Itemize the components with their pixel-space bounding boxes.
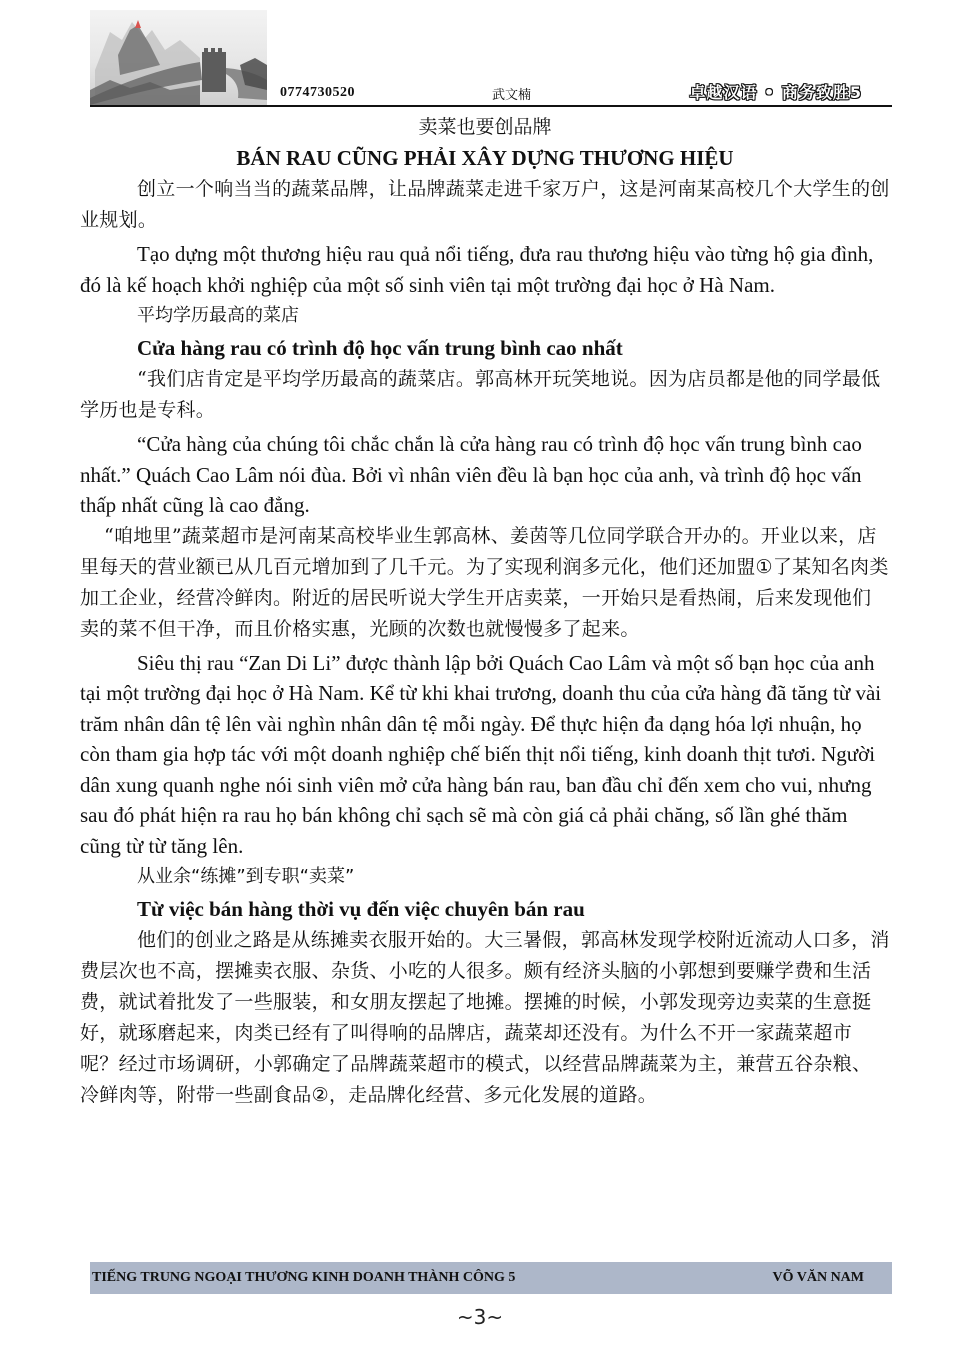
section1-paragraph1-cn: “我们店肯定是平均学历最高的蔬菜店。郭高林开玩笑地说。因为店员都是他的同学最低学历也是专科。 (80, 368, 881, 421)
section1-paragraph2-cn-part-b: 了某知名肉类加工企业，经营冷鲜肉。附近的居民听说大学生开店卖菜，一开始只是看热闹，后来发现他们卖的菜不但干净，而且价格实惠，光顾的次数也就慢慢多了起来。 (80, 555, 889, 640)
footer-book-title: TIẾNG TRUNG NGOẠI THƯƠNG KINH DOANH THÀNH CÔNG 5 (92, 1270, 516, 1285)
section1-paragraph1-vi: “Cửa hàng của chúng tôi chắc chắn là cửa hàng rau có trình độ học vấn trung bình cao nhất.” Quách Cao Lâm nói đùa. Bởi vì nhân viên đều là bạn học của anh, và trình độ học vấn thấp nhất cũng là cao đẳng. (80, 432, 862, 517)
section2-heading-vi: Từ việc bán hàng thời vụ đến việc chuyên bán rau (137, 897, 585, 921)
header-author-name: 武文楠 (492, 88, 532, 103)
page-number: ~3~ (456, 1305, 504, 1329)
header-phone-number: 0774730520 (280, 85, 355, 100)
section2-heading-cn: 从业余“练摊”到专职“卖菜” (137, 866, 355, 887)
section1-heading-vi: Cửa hàng rau có trình độ học vấn trung bình cao nhất (137, 336, 623, 360)
great-wall-header-image (90, 10, 267, 105)
section1-heading-cn: 平均学历最高的菜店 (137, 305, 299, 326)
footnote-marker-2: ② (311, 1084, 329, 1106)
article-title-cn: 卖菜也要创品牌 (418, 116, 552, 138)
article-body (80, 112, 890, 1111)
section2-paragraph1-cn (80, 925, 890, 1111)
footer-author: VÕ VĂN NAM (772, 1270, 864, 1285)
section2-paragraph1-cn-part-b: ，走品牌化经营、多元化发展的道路。 (328, 1084, 658, 1106)
page-header (90, 10, 892, 105)
section1-paragraph2-cn-part-a: “咱地里”蔬菜超市是河南某高校毕业生郭高林、姜茵等几位同学联合开办的。开业以来，店里每天的营业额已从几百元增加到了几千元。为了实现利润多元化，他们还加盟 (80, 524, 877, 578)
footnote-marker-1: ① (755, 555, 773, 578)
intro-paragraph-vi: Tạo dựng một thương hiệu rau quả nổi tiếng, đưa rau thương hiệu vào từng hộ gia đình, đó là kế hoạch khởi nghiệp của một số sinh viên tại một trường đại học ở Hà Nam. (80, 242, 874, 297)
header-book-title: 卓越汉语 • 商务致胜5 (689, 83, 862, 102)
great-wall-illustration-icon (90, 10, 267, 105)
section2-paragraph1-cn-part-a: 他们的创业之路是从练摊卖衣服开始的。大三暑假，郭高林发现学校附近流动人口多，消费层次也不高，摆摊卖衣服、杂货、小吃的人很多。颇有经济头脑的小郭想到要赚学费和生活费，就试着批发了一些服装，和女朋友摆起了地摊。摆摊的时候，小郭发现旁边卖菜的生意挺好，就琢磨起来，肉类已经有了叫得响的品牌店，蔬菜却还没有。为什么不开一家蔬菜超市呢？经过市场调研，小郭确定了品牌蔬菜超市的模式，以经营品牌蔬菜为主，兼营五谷杂粮、冷鲜肉等，附带一些副食品 (80, 929, 890, 1106)
article-title-vi: BÁN RAU CŨNG PHẢI XÂY DỰNG THƯƠNG HIỆU (236, 146, 734, 170)
intro-paragraph-cn: 创立一个响当当的蔬菜品牌，让品牌蔬菜走进千家万户，这是河南某高校几个大学生的创业规划。 (80, 178, 890, 231)
header-divider (90, 105, 892, 107)
section1-paragraph2-cn (80, 521, 890, 645)
page-footer-bar (90, 1262, 892, 1294)
section1-paragraph2-vi: Siêu thị rau “Zan Di Li” được thành lập bởi Quách Cao Lâm và một số bạn học của anh tại một trường đại học ở Hà Nam. Kể từ khi khai trương, doanh thu của cửa hàng đã tăng từ vài trăm nhân dân tệ lên vài nghìn nhân dân tệ mỗi ngày. Để thực hiện đa dạng hóa lợi nhuận, họ còn tham gia hợp tác với một doanh nghiệp chế biến thịt nổi tiếng, kinh doanh thịt tươi. Người dân xung quanh nghe nói sinh viên mở cửa hàng bán rau, ban đầu chỉ đến xem cho vui, nhưng sau đó phát hiện ra rau họ bán không chỉ sạch sẽ mà còn giá cả phải chăng, số lần ghé thăm cũng từ từ tăng lên. (80, 650, 882, 858)
